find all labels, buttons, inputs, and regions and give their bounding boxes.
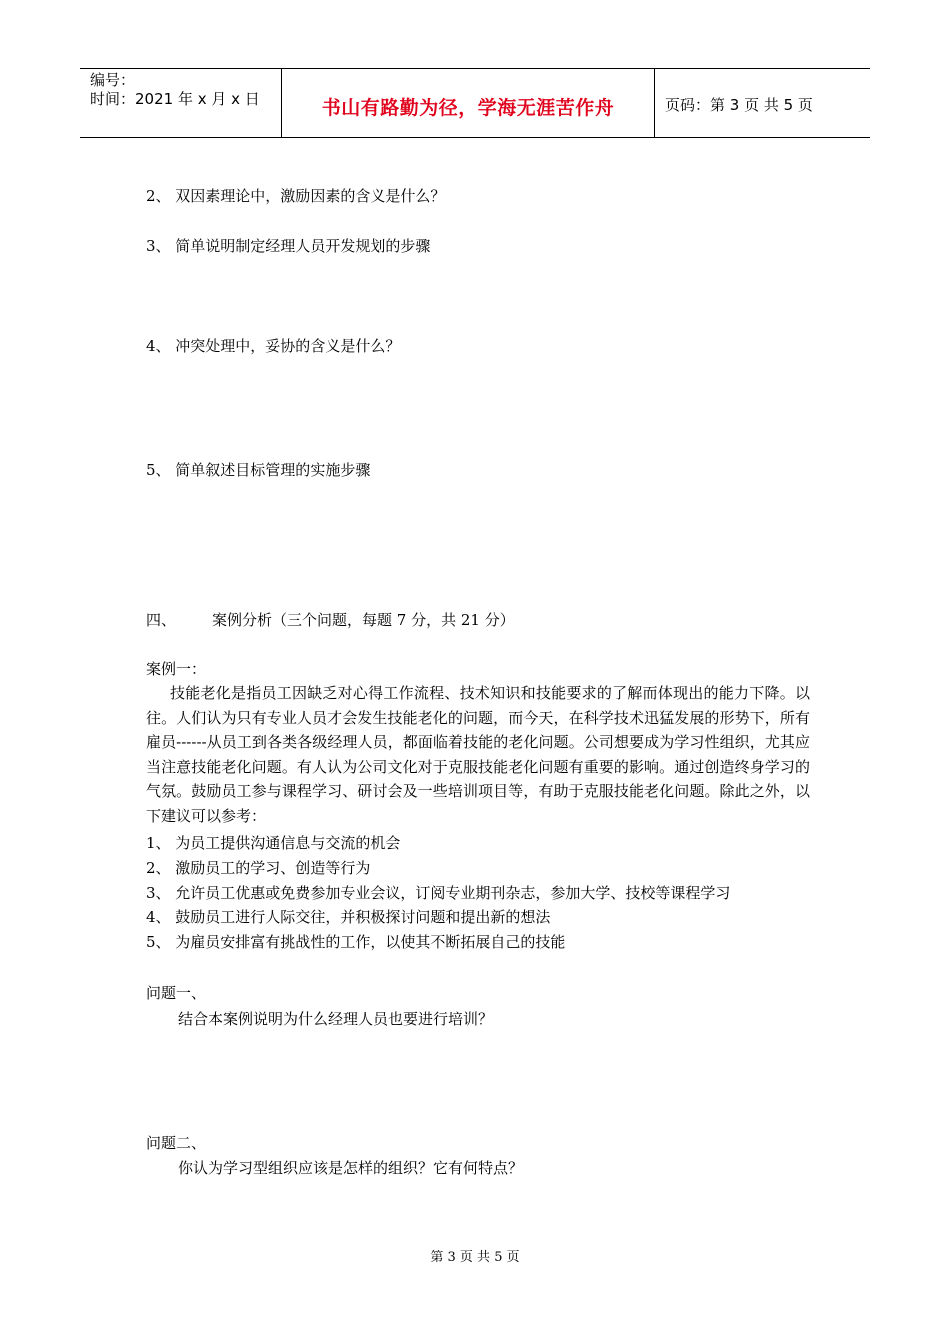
suggestion-item: 1、 为员工提供沟通信息与交流的机会 [146, 834, 401, 852]
suggestion-item: 3、 允许员工优惠或免费参加专业会议，订阅专业期刊杂志，参加大学、技校等课程学习 [146, 884, 731, 902]
case-paragraph: 技能老化是指员工因缺乏对心得工作流程、技术知识和技能要求的了解而体现出的能力下降。以往。人们认为只有专业人员才会发生技能老化的问题，而今天，在科学技术迅猛发展的形势下，所有雇员------从员工到各类各级经理人员，都面临着技能的老化问题。公司想要成为学习性组织，尤其应当注意技能老化问题。有人认为公司文化对于克服技能老化问题有重要的影响。通过创造终身学习的气氛。鼓励员工参与课程学习、研讨会及一些培训项目等，有助于克服技能老化问题。除此之外，以下建议可以参考： [146, 684, 810, 825]
question-5: 5、 简单叙述目标管理的实施步骤 [146, 461, 371, 479]
problem-2-label: 问题二、 [146, 1134, 207, 1152]
section-number: 四、 [146, 611, 177, 629]
document-date-label: 时间：2021 年 x 月 x 日 [90, 90, 260, 108]
page-footer: 第 3 页 共 5 页 [430, 1250, 520, 1265]
case-label: 案例一： [146, 660, 207, 678]
header-page-info: 页码：第 3 页 共 5 页 [665, 96, 813, 114]
problem-1-label: 问题一、 [146, 984, 207, 1002]
header-meta-cell [80, 69, 282, 137]
document-number-label: 编号： [90, 71, 136, 89]
suggestion-item: 5、 为雇员安排富有挑战性的工作，以使其不断拓展自己的技能 [146, 933, 566, 951]
header-motto: 书山有路勤为径，学海无涯苦作舟 [321, 97, 615, 119]
question-2: 2、 双因素理论中，激励因素的含义是什么？ [146, 187, 446, 205]
section-title: 案例分析（三个问题，每题 7 分，共 21 分） [212, 611, 515, 629]
page-header [80, 68, 870, 138]
header-motto-cell [282, 69, 655, 137]
header-page-cell [655, 69, 870, 137]
suggestion-item: 4、 鼓励员工进行人际交往，并积极探讨问题和提出新的想法 [146, 908, 551, 926]
question-4: 4、 冲突处理中，妥协的含义是什么？ [146, 337, 401, 355]
problem-1-text: 结合本案例说明为什么经理人员也要进行培训？ [178, 1010, 494, 1028]
problem-2-text: 你认为学习型组织应该是怎样的组织？它有何特点？ [178, 1159, 524, 1177]
question-3: 3、 简单说明制定经理人员开发规划的步骤 [146, 237, 431, 255]
suggestion-item: 2、 激励员工的学习、创造等行为 [146, 859, 371, 877]
